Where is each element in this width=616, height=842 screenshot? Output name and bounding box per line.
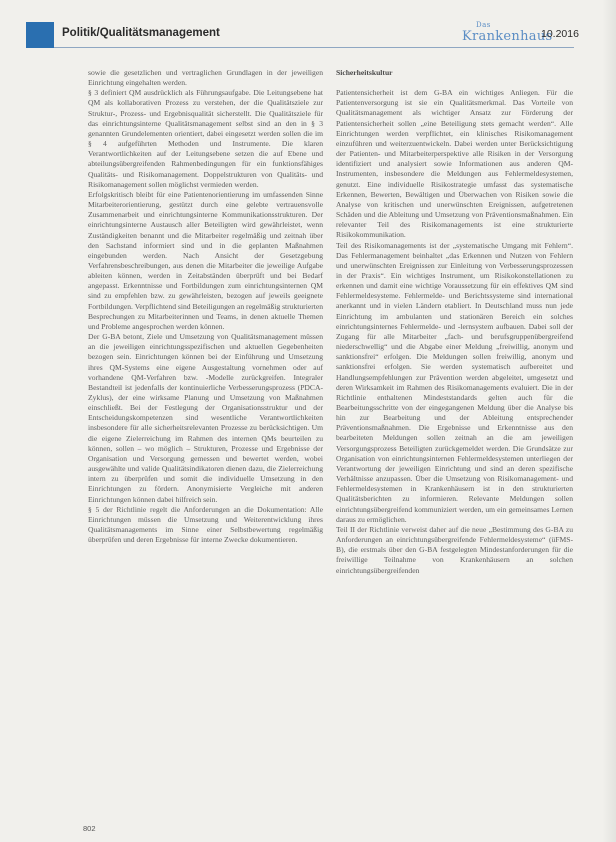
- paragraph: Patientensicherheit ist dem G-BA ein wichtiges Anliegen. Für die Patientenversorgung ist sie ein Qualitätsmerkmal. Das Vorteile von Qualitätsmanagement als wichtiger Ansatz zur Förderung der Patientensicherheit sollen „eine Beteiligung stets gemacht werden“. Alle Einrichtungen werden verpflichtet, ein klinisches Risikomanagement einzuführen und weiterzuentwickeln. Dabei werden unter Berücksichtigung der Patienten- und Mitarbeiterperspektive alle Risiken in der Versorgung identifiziert und analysiert sowie Informationen aus anderen QM-Instrumenten, insbesondere die Meldungen aus Fehlermeldesystemen, genutzt. Eine individuelle Risikostrategie umfasst das systematische Erkennen, Bewerten, Bewältigen und Überwachen von Risiken sowie die Analyse von kritischen und unerwünschten Ereignissen, aufgetretenen Schäden und die Ableitung und Umsetzung von Präventionsmaßnahmen. Ein relevanter Teil des Risikomanagements ist eine strukturierte Risikokommunikation.: [336, 88, 573, 240]
- right-column: [336, 68, 573, 576]
- issue-number: 10.2016: [541, 28, 579, 40]
- page-edge-shadow: [602, 0, 616, 842]
- logo-top-text: Das: [476, 21, 491, 29]
- page-header: [0, 22, 616, 48]
- paragraph: § 3 definiert QM ausdrücklich als Führungsaufgabe. Die Leitungsebene hat QM als kollaborativen Prozess zu verstehen, der die Qualitätsziele zur Struktur-, Prozess- und Ergebnisqualität sicherstellt. Die Qualitätsziele für das einrichtungsinterne Qualitätsmanagement selbst sind an den in § 3 genannten Grundelementen orientiert, dabei eingesetzt werden sollen die im § 4 aufgeführten Methoden und Instrumente. Die klaren Verantwortlichkeiten auf der Leitungsebene setzen die auf Ebene und abteilungsübergreifenden Rahmenbedingungen für ein funktionsfähiges Qualitäts- und Risikomanagement. Doppelstrukturen von Qualitäts- und Risikomanagement sollen möglichst vermieden werden.: [88, 88, 323, 189]
- header-rule: [54, 47, 574, 48]
- page-number: 802: [83, 824, 96, 833]
- magazine-logo: [462, 21, 553, 45]
- paragraph: Der G-BA betont, Ziele und Umsetzung von Qualitätsmanagement müssen an die jeweiligen einrichtungsspezifischen und aktuellen Gegebenheiten bezogen sein. Einrichtungen können bei der Einführung und Umsetzung ihres QM-Systems eine eigene Ausgestaltung vornehmen oder auf vorhandene QM-Verfahren bzw. -Modelle zurückgreifen. Integraler Bestandteil ist jedenfalls der kontinuierliche Verbesserungsprozess (PDCA-Zyklus), der eine wirksame Planung und Umsetzung von Maßnahmen einschließt. Bei der Festlegung der Organisationsstruktur und der Entscheidungskompetenzen sind wesentliche Verantwortlichkeiten insbesondere für alle sicherheitsrelevanten Prozesse zu berücksichtigen. Um die eigene Zielerreichung im Rahmen des internen QMs beurteilen zu können, sollen – wo möglich – Strukturen, Prozesse und Ergebnisse der Organisation und Versorgung gemessen und bewertet werden, wobei ausgewählte und valide Qualitätsindikatoren dienen dazu, die Zielerreichung intern zu überprüfen und somit die individuelle Umsetzung in den Einrichtungen zu fördern. Anonymisierte Vergleiche mit anderen Einrichtungen können dabei hilfreich sein.: [88, 332, 323, 504]
- section-title: Politik/Qualitätsmanagement: [62, 27, 220, 39]
- logo-main-text: Krankenhaus: [462, 29, 553, 44]
- paragraph: Erfolgskritisch bleibt für eine Patientenorientierung im umfassenden Sinne Mitarbeiterorientierung, gestützt durch eine gelebte vertrauensvolle Zusammenarbeit und einrichtungsinterne Kommunikationsstrukturen. Der einrichtungsinterne Austausch aller Beteiligten wird gewährleistet, wenn Zuständigkeiten benannt und die Mitarbeiter regelmäßig und zeitnah über den Sachstand informiert sind und in die geplanten Maßnahmen eingebunden werden. Nach Ansicht der Gesetzgebung Verfahrensbeschreibungen, aus denen die Mitarbeiter die jeweilige Aufgabe ableiten können, werden in Zeitabständen überprüft und bei Bedarf angepasst. Erkenntnisse und Fortbildungen zum einrichtungsinternen QM sind zu empfehlen bzw. zu gewährleisten, bezogen auf jeweils geeignete Fortbildungen. Verpflichtend sind Beteiligungen an regelmäßig strukturierten Besprechungen zu Mitarbeiterinnen und Teams, in denen aktuelle Themen und Probleme angesprochen werden können.: [88, 189, 324, 331]
- section-color-block: [26, 22, 54, 48]
- section-heading: Sicherheitskultur: [336, 68, 393, 77]
- paragraph: sowie die gesetzlichen und vertraglichen Grundlagen in der jeweiligen Einrichtung eingehalten werden.: [88, 68, 323, 88]
- left-column: [88, 68, 323, 545]
- paragraph: Teil des Risikomanagements ist der „systematische Umgang mit Fehlern“. Das Fehlermanagement beinhaltet „das Erkennen und Nutzen von Fehlern und unerwünschten Ereignissen zur Einleitung von Verbesserungsprozessen in der Praxis“. Ein wichtiges Instrument, um Risikokonstellationen zu erkennen und damit eine wichtige Voraussetzung für ein effektives QM sind Fehlermeldesysteme. Fehlermelde- und Berichtssysteme sind international anerkannt und in vielen Ländern etabliert. In Deutschland muss nun jede Einrichtung im ambulanten und stationären Bereich ein solches einrichtungsinternes Fehlermelde- und -lernsystem aufbauen. Dabei soll der Zugang für alle Mitarbeiter „fach- und berufsgruppenübergreifend niederschwellig“ und die Abgabe einer Meldung „freiwillig, anonym und sanktionsfrei“ erfolgen. Die Meldungen sollen freiwillig, anonym und sanktionsfrei erfolgen. Sie werden systematisch aufbereitet und Handlungsempfehlungen zur Prävention werden abgeleitet, umgesetzt und deren Wirksamkeit im Rahmen des Risikomanagements evaluiert. Die in der Richtlinie enthaltenen Mindeststandards gelten auch für die Bearbeitungsschritte von der eingegangenen Meldung über die Analyse bis hin zur Bearbeitung und der Ableitung entsprechender Präventionsmaßnahmen. Die Ergebnisse und Erkenntnisse aus den bearbeiteten Meldungen sollen zeitnah an die am jeweiligen Versorgungsprozess Beteiligten zurückgemeldet werden. Die Grundsätze zur Organisation von einrichtungsinternen Fehlermeldesystemen unterliegen der Verantwortung der jeweiligen Einrichtung und sind an deren spezifische Verhältnisse anzupassen. Über die Umsetzung von Risikomanagement- und Fehlermeldesystemen in Krankenhäusern ist in den strukturierten Qualitätsberichten zu informieren. Relevante Meldungen sollen einrichtungsübergreifend kommuniziert werden, um ein gemeinsames Lernen daraus zu ermöglichen.: [336, 240, 573, 524]
- paragraph: Teil II der Richtlinie verweist daher auf die neue „Bestimmung des G-BA zu Anforderungen an einrichtungsübergreifende Fehlermeldesysteme“ (üFMS-B), die erstmals über den G-BA festgelegten Mindestanforderungen für die freiwillige Teilnahme von Krankenhäusern an solchen einrichtungsübergreifenden: [336, 524, 573, 575]
- paragraph: § 5 der Richtlinie regelt die Anforderungen an die Dokumentation: Alle Einrichtungen müssen die Umsetzung und Weiterentwicklung ihres Qualitätsmanagements im Sinne einer Selbstbewertung regelmäßig überprüfen und deren Ergebnisse für interne Zwecke dokumentieren.: [88, 504, 323, 545]
